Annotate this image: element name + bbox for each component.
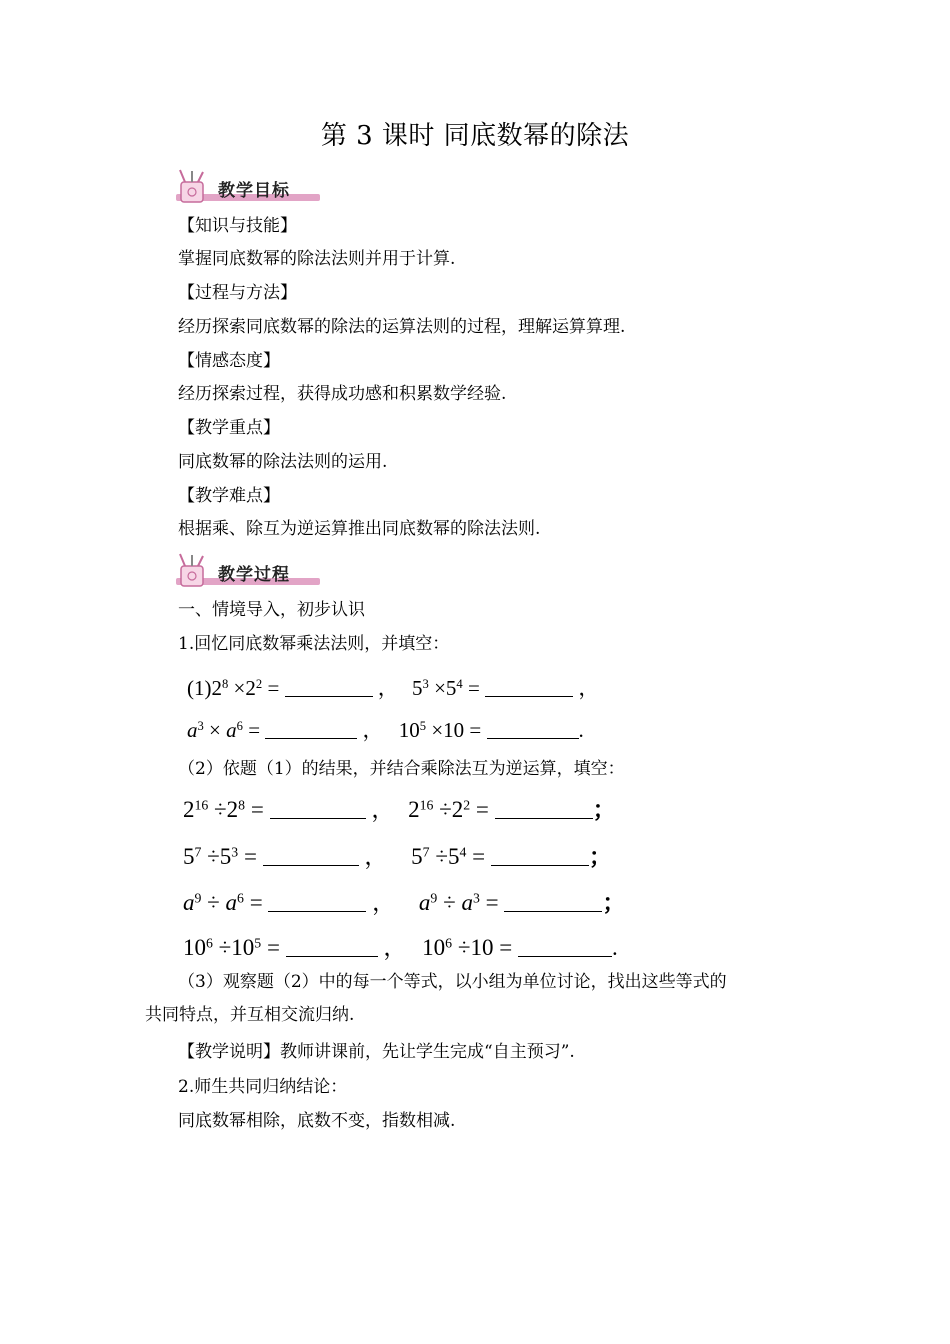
eq-equals: = bbox=[467, 676, 480, 700]
objective-text: 同底数幂的除法法则的运用. bbox=[178, 452, 388, 472]
eq-exponent: 7 bbox=[194, 844, 202, 860]
pencil-cup-icon bbox=[172, 168, 216, 208]
eq-operator: × bbox=[431, 718, 444, 742]
eq-operator: ÷ bbox=[443, 890, 456, 915]
eq-base: a bbox=[187, 718, 198, 742]
eq-exponent: 3 bbox=[197, 719, 204, 734]
eq-exponent: 9 bbox=[430, 890, 438, 906]
equation-row bbox=[187, 714, 584, 744]
eq-exponent: 5 bbox=[419, 719, 427, 734]
eq-exponent: 6 bbox=[237, 890, 244, 906]
eq-separator: ， bbox=[383, 935, 407, 960]
objective-text: 根据乘、除互为逆运算推出同底数幂的除法法则. bbox=[178, 519, 541, 539]
eq-base: 10 bbox=[183, 935, 206, 960]
item-text: 1.回忆同底数幂乘法法则，并填空： bbox=[178, 634, 450, 654]
eq-operator: ÷ bbox=[214, 797, 227, 822]
eq-base: 5 bbox=[219, 844, 232, 869]
eq-equals: = bbox=[485, 890, 499, 915]
process-banner-label: 教学过程 bbox=[218, 565, 290, 585]
eq-operator: ÷ bbox=[207, 844, 220, 869]
eq-exponent: 3 bbox=[231, 844, 239, 860]
eq-base: 2 bbox=[183, 797, 195, 822]
eq-operator: × bbox=[233, 676, 246, 700]
item-text: 2.师生共同归纳结论： bbox=[178, 1077, 348, 1097]
eq-exponent: 4 bbox=[456, 677, 463, 692]
section-heading: 一、情境导入，初步认识 bbox=[178, 600, 365, 620]
objective-heading: 【教学难点】 bbox=[178, 486, 280, 506]
eq-base: 5 bbox=[445, 676, 457, 700]
eq-equals: = bbox=[266, 935, 280, 960]
eq-base: 2 bbox=[451, 797, 464, 822]
eq-separator: ， bbox=[364, 844, 388, 869]
objective-text: 经历探索过程，获得成功感和积累数学经验. bbox=[178, 384, 507, 404]
eq-exponent: 7 bbox=[422, 844, 430, 860]
eq-exponent: 2 bbox=[255, 677, 263, 692]
eq-base: 10 bbox=[443, 718, 465, 742]
equation-row bbox=[187, 672, 599, 702]
eq-base: a bbox=[183, 890, 195, 915]
conclusion-text: 同底数幂相除，底数不变，指数相减. bbox=[178, 1111, 456, 1131]
eq-exponent: 8 bbox=[222, 677, 229, 692]
answer-blank[interactable] bbox=[491, 864, 589, 866]
answer-blank[interactable] bbox=[495, 817, 593, 819]
eq-base: a bbox=[461, 890, 473, 915]
teaching-note: 【教学说明】教师讲课前，先让学生完成“自主预习”. bbox=[178, 1042, 575, 1062]
eq-exponent: 4 bbox=[459, 844, 467, 860]
eq-prefix: (1) bbox=[187, 676, 212, 700]
eq-exponent: 6 bbox=[206, 935, 213, 951]
answer-blank[interactable] bbox=[263, 864, 359, 866]
eq-equals: = bbox=[249, 890, 263, 915]
eq-base: 5 bbox=[183, 844, 195, 869]
eq-operator: ÷ bbox=[218, 935, 232, 960]
eq-operator: ÷ bbox=[439, 797, 452, 822]
eq-operator: ÷ bbox=[207, 890, 220, 915]
pencil-cup-icon bbox=[172, 552, 216, 592]
eq-exponent: 16 bbox=[419, 797, 434, 813]
eq-exponent: 6 bbox=[236, 719, 243, 734]
eq-base: a bbox=[225, 890, 238, 915]
answer-blank[interactable] bbox=[268, 910, 366, 912]
eq-end: ； bbox=[592, 797, 616, 823]
eq-base: 10 bbox=[231, 935, 255, 960]
eq-base: 2 bbox=[226, 797, 239, 822]
equation-row bbox=[183, 884, 625, 917]
eq-operator: × bbox=[434, 676, 446, 700]
eq-exponent: 16 bbox=[194, 797, 209, 813]
answer-blank[interactable] bbox=[286, 955, 378, 957]
eq-separator: ， bbox=[362, 718, 384, 742]
eq-equals: = bbox=[248, 718, 261, 742]
paragraph-line: （3）观察题（2）中的每一个等式，以小组为单位讨论，找出这些等式的 bbox=[178, 972, 727, 992]
eq-base: 10 bbox=[470, 935, 494, 960]
eq-exponent: 3 bbox=[422, 677, 429, 692]
eq-separator: ， bbox=[372, 890, 396, 915]
eq-exponent: 3 bbox=[472, 890, 480, 906]
objective-heading: 【知识与技能】 bbox=[178, 216, 297, 236]
eq-equals: = bbox=[243, 844, 257, 869]
eq-base: 5 bbox=[411, 844, 423, 869]
objective-heading: 【情感态度】 bbox=[178, 351, 280, 371]
item-text: （2）依题（1）的结果，并结合乘除法互为逆运算，填空： bbox=[178, 759, 625, 779]
eq-exponent: 5 bbox=[254, 935, 262, 951]
equation-row bbox=[183, 791, 616, 824]
paragraph-line: 共同特点，并互相交流归纳. bbox=[145, 1005, 355, 1025]
eq-end: . bbox=[611, 935, 618, 960]
eq-operator: ÷ bbox=[457, 935, 471, 960]
answer-blank[interactable] bbox=[265, 737, 357, 739]
eq-base: a bbox=[226, 718, 237, 742]
eq-equals: = bbox=[475, 797, 489, 822]
eq-separator: ， bbox=[377, 676, 399, 700]
eq-base: 2 bbox=[408, 797, 420, 822]
objective-text: 掌握同底数幂的除法法则并用于计算. bbox=[178, 249, 456, 269]
answer-blank[interactable] bbox=[504, 910, 602, 912]
process-banner bbox=[172, 552, 324, 592]
eq-base: 5 bbox=[412, 676, 423, 700]
eq-exponent: 6 bbox=[445, 935, 453, 951]
eq-base: 5 bbox=[447, 844, 460, 869]
eq-operator: × bbox=[209, 718, 221, 742]
eq-end: ， bbox=[578, 676, 600, 700]
eq-base: 2 bbox=[245, 676, 256, 700]
eq-base: 2 bbox=[211, 676, 222, 700]
eq-exponent: 9 bbox=[194, 890, 202, 906]
answer-blank[interactable] bbox=[518, 955, 612, 957]
objective-heading: 【过程与方法】 bbox=[178, 283, 297, 303]
eq-end: ； bbox=[588, 844, 612, 870]
equation-row bbox=[183, 929, 618, 962]
eq-equals: = bbox=[472, 844, 486, 869]
eq-base: a bbox=[418, 890, 431, 915]
eq-exponent: 2 bbox=[463, 797, 471, 813]
objectives-banner bbox=[172, 168, 324, 208]
eq-operator: ÷ bbox=[435, 844, 448, 869]
eq-equals: = bbox=[267, 676, 280, 700]
answer-blank[interactable] bbox=[270, 817, 366, 819]
answer-blank[interactable] bbox=[485, 695, 573, 697]
answer-blank[interactable] bbox=[487, 737, 579, 739]
objective-text: 经历探索同底数幂的除法的运算法则的过程，理解运算算理. bbox=[178, 317, 626, 337]
answer-blank[interactable] bbox=[285, 695, 373, 697]
eq-base: 10 bbox=[398, 718, 420, 742]
objectives-banner-label: 教学目标 bbox=[218, 181, 290, 201]
page-title: 第 3 课时 同底数幂的除法 bbox=[320, 121, 630, 151]
eq-base: 10 bbox=[422, 935, 446, 960]
eq-equals: = bbox=[469, 718, 482, 742]
objective-heading: 【教学重点】 bbox=[178, 418, 280, 438]
eq-end: . bbox=[578, 718, 584, 742]
equation-row bbox=[183, 838, 612, 871]
eq-separator: ， bbox=[371, 797, 395, 822]
eq-equals: = bbox=[250, 797, 264, 822]
eq-equals: = bbox=[499, 935, 513, 960]
eq-exponent: 8 bbox=[238, 797, 246, 813]
eq-end: ； bbox=[602, 890, 626, 916]
